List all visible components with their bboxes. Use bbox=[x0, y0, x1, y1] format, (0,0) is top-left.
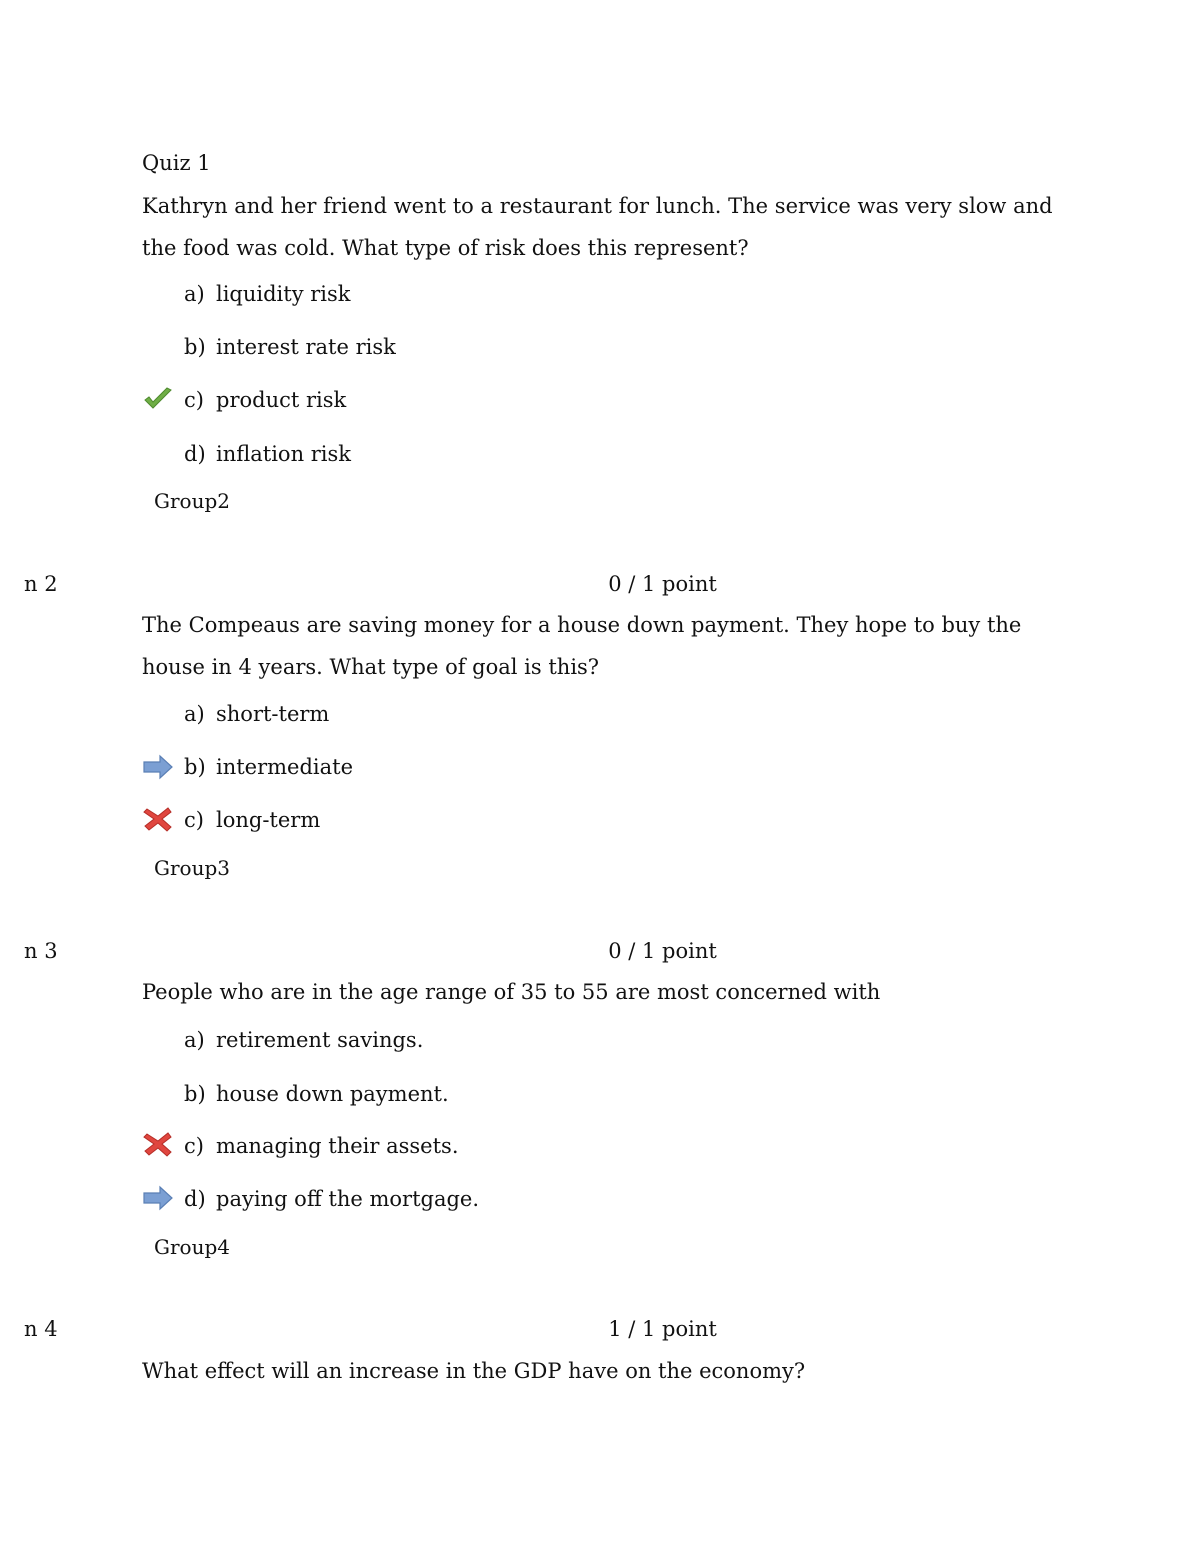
question-3-option-c[interactable] bbox=[184, 1136, 459, 1157]
question-2-option-b[interactable] bbox=[184, 757, 353, 778]
option-letter: a) bbox=[184, 1028, 205, 1052]
option-letter: c) bbox=[184, 388, 204, 412]
option-letter: b) bbox=[184, 755, 206, 779]
quiz-title: Quiz 1 bbox=[142, 151, 211, 175]
question-4-text: What effect will an increase in the GDP have on the economy? bbox=[142, 1359, 806, 1383]
question-1-option-b[interactable] bbox=[184, 337, 396, 358]
group-label: Group2 bbox=[154, 489, 230, 513]
question-2-text: The Compeaus are saving money for a house down payment. They hope to buy the house in 4 years. What type of goal is this? bbox=[142, 613, 1022, 679]
option-text: short-term bbox=[216, 702, 330, 726]
option-text: managing their assets. bbox=[216, 1134, 459, 1158]
option-text: product risk bbox=[216, 388, 347, 412]
option-text: intermediate bbox=[216, 755, 354, 779]
cross-icon bbox=[143, 1131, 173, 1157]
question-3-text: People who are in the age range of 35 to 55 are most concerned with bbox=[142, 980, 881, 1004]
option-text: paying off the mortgage. bbox=[216, 1187, 480, 1211]
option-letter: d) bbox=[184, 442, 206, 466]
question-3-option-b[interactable] bbox=[184, 1084, 449, 1105]
question-1-option-a[interactable] bbox=[184, 284, 351, 305]
group-label: Group3 bbox=[154, 856, 230, 880]
option-letter: c) bbox=[184, 808, 204, 832]
option-letter: a) bbox=[184, 282, 205, 306]
question-number: n 4 bbox=[24, 1317, 58, 1341]
option-letter: a) bbox=[184, 702, 205, 726]
option-letter: d) bbox=[184, 1187, 206, 1211]
question-1-option-c[interactable] bbox=[184, 390, 346, 411]
option-text: liquidity risk bbox=[216, 282, 351, 306]
cross-icon bbox=[143, 806, 173, 832]
option-text: retirement savings. bbox=[216, 1028, 424, 1052]
option-text: house down payment. bbox=[216, 1082, 449, 1106]
option-letter: c) bbox=[184, 1134, 204, 1158]
question-score: 0 / 1 point bbox=[608, 939, 717, 963]
option-text: inflation risk bbox=[216, 442, 352, 466]
question-number: n 2 bbox=[24, 572, 58, 596]
question-2-option-a[interactable] bbox=[184, 704, 329, 725]
check-icon bbox=[143, 386, 173, 412]
option-letter: b) bbox=[184, 335, 206, 359]
question-2-option-c[interactable] bbox=[184, 810, 320, 831]
group-label: Group4 bbox=[154, 1235, 230, 1259]
option-text: interest rate risk bbox=[216, 335, 396, 359]
question-3-option-d[interactable] bbox=[184, 1189, 479, 1210]
option-text: long-term bbox=[216, 808, 321, 832]
arrow-icon bbox=[143, 1185, 173, 1211]
question-3-option-a[interactable] bbox=[184, 1030, 423, 1051]
question-score: 0 / 1 point bbox=[608, 572, 717, 596]
question-1-option-d[interactable] bbox=[184, 444, 351, 465]
question-1-text: Kathryn and her friend went to a restaurant for lunch. The service was very slow and the food was cold. What type of risk does this represent? bbox=[142, 194, 1053, 260]
option-letter: b) bbox=[184, 1082, 206, 1106]
arrow-icon bbox=[143, 754, 173, 780]
question-number: n 3 bbox=[24, 939, 58, 963]
question-score: 1 / 1 point bbox=[608, 1317, 717, 1341]
